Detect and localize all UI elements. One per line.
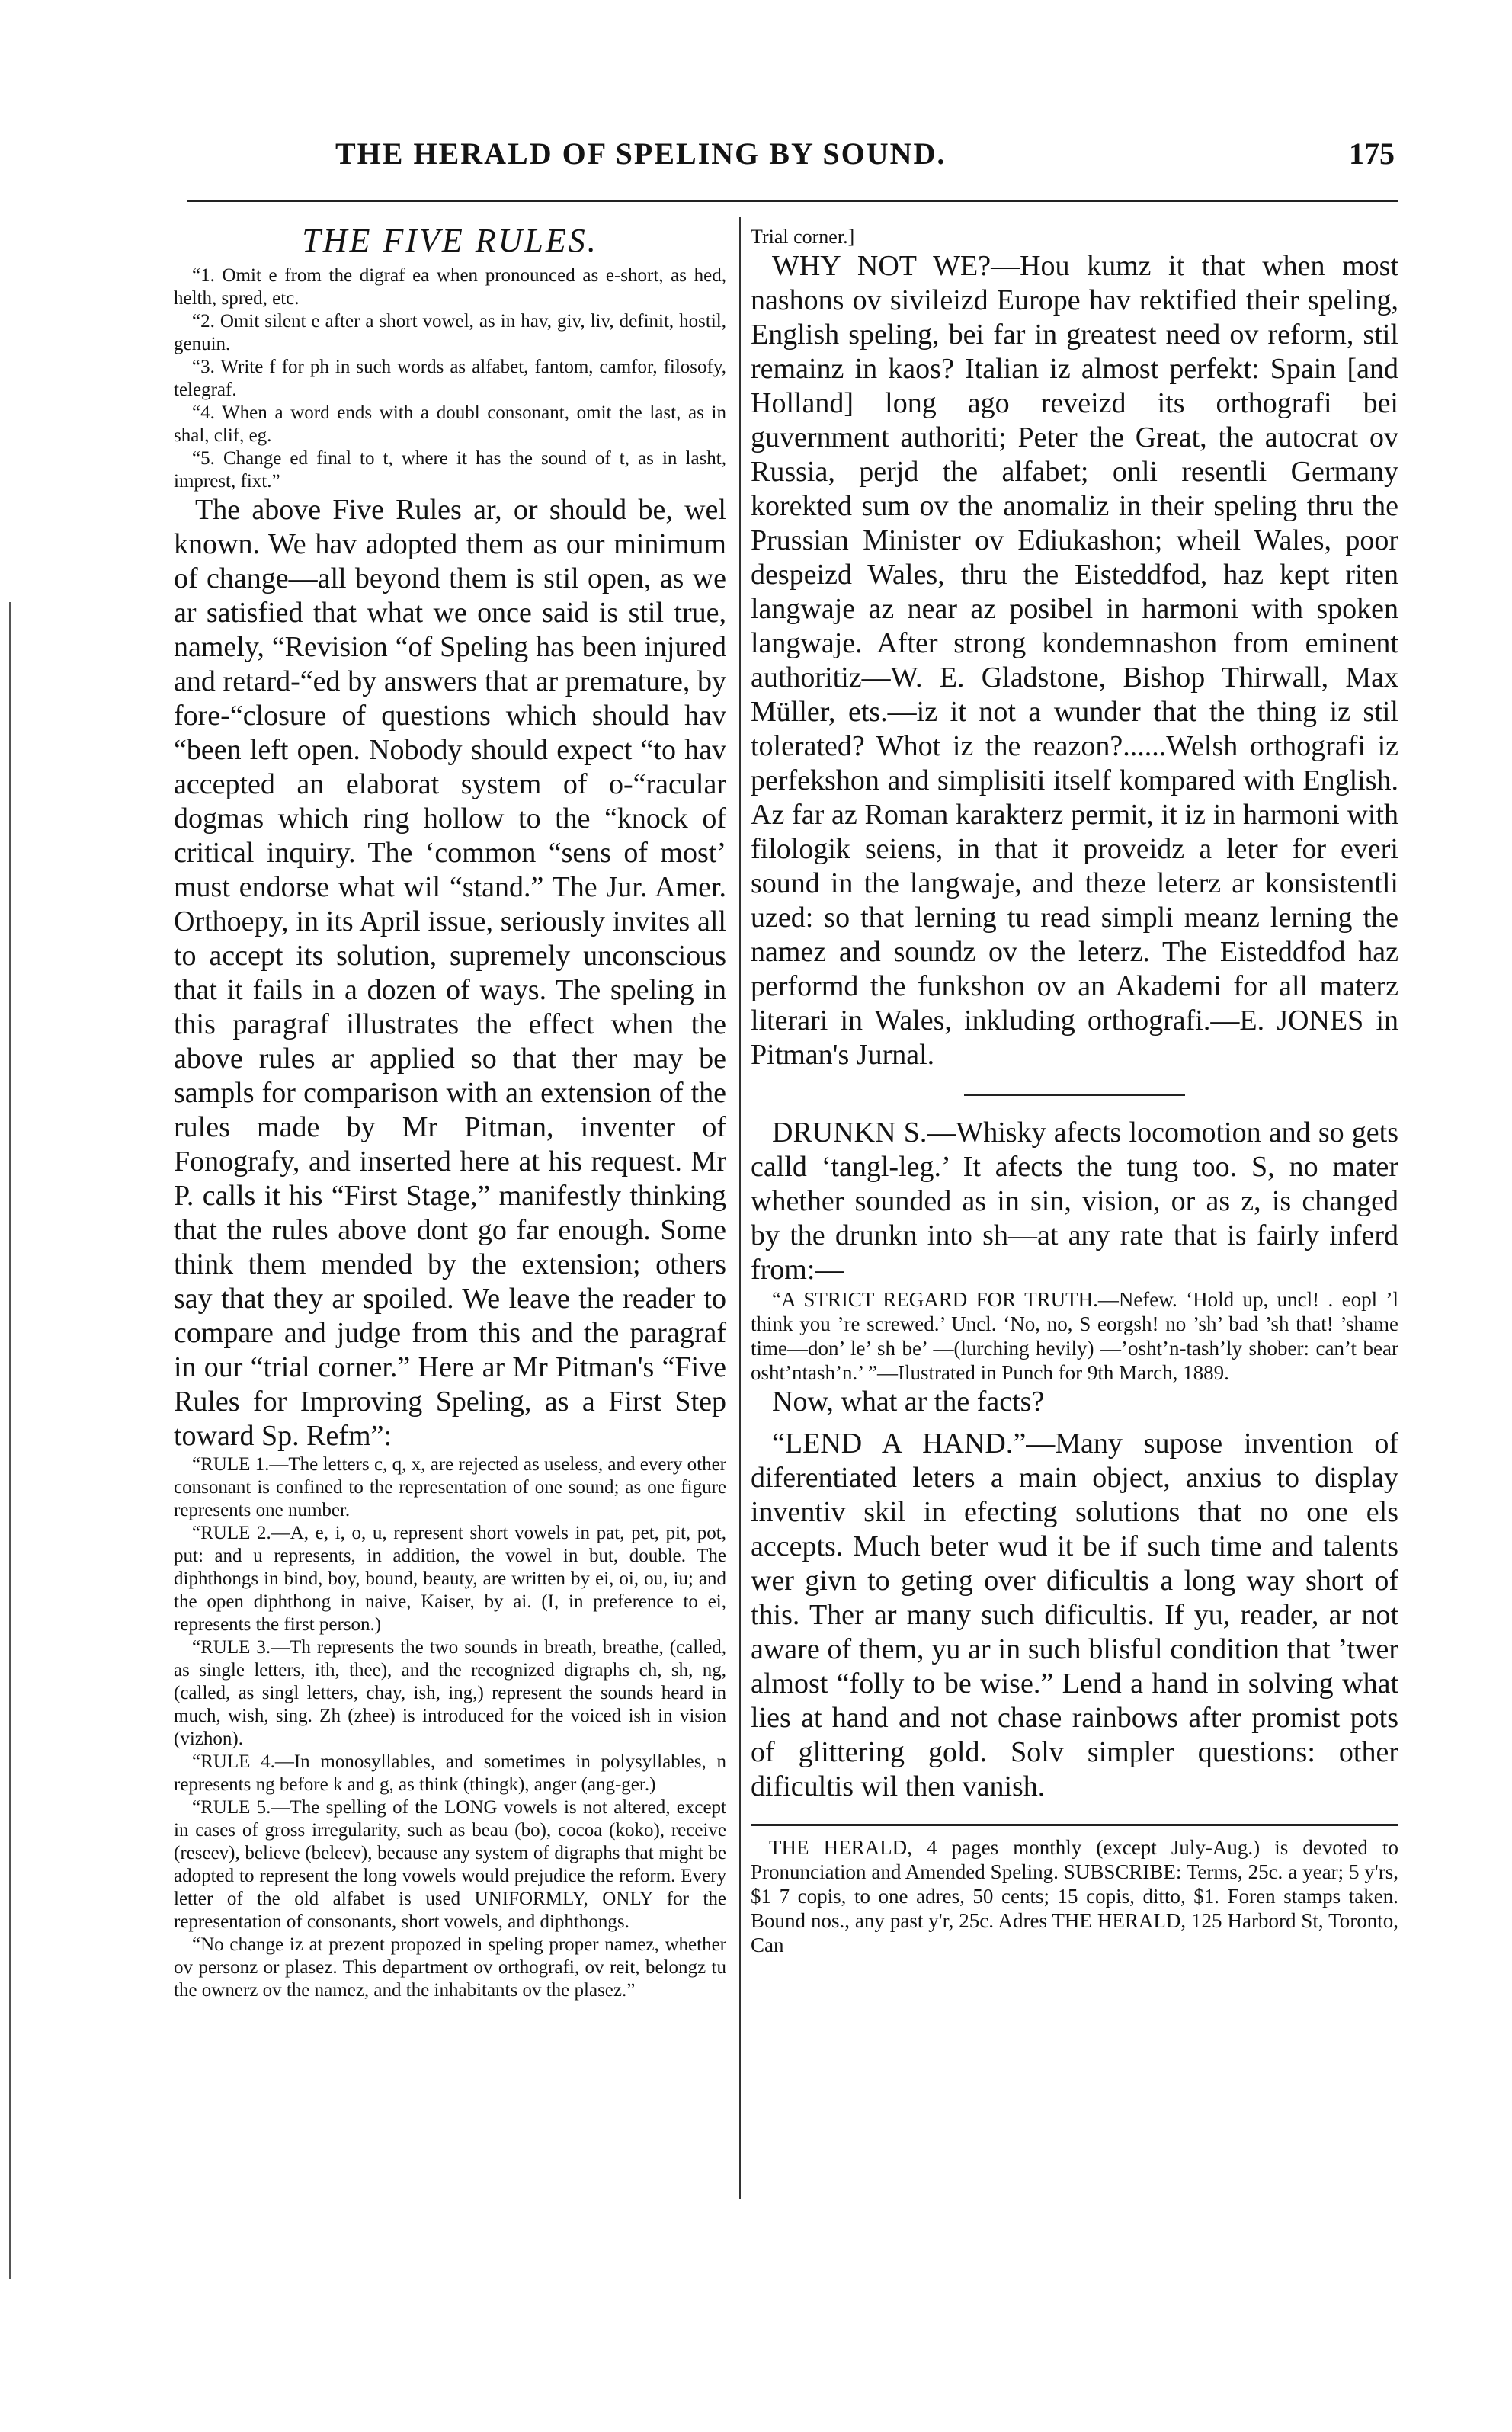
page-title: THE HERALD OF SPELING BY SOUND. bbox=[335, 136, 947, 171]
pitman-rule-4: “RULE 4.—In monosyllables, and sometimes in polysyllables, n represents ng before k and g, as think (thingk), anger (ang-ger.) bbox=[174, 1751, 726, 1795]
page-number: 175 bbox=[1349, 136, 1395, 171]
page-edge-line bbox=[9, 602, 11, 2279]
rule-4: “4. When a word ends with a doubl consonant, omit the last, as in shal, clif, eg. bbox=[174, 402, 726, 446]
pitman-rule-1: “RULE 1.—The letters c, q, x, are rejected as useless, and every other consonant is confined to the representation of one sound; as one figure represents one number. bbox=[174, 1454, 726, 1520]
rule-3: “3. Write f for ph in such words as alfabet, fantom, camfor, filosofy, telegraf. bbox=[174, 357, 726, 400]
publication-info: THE HERALD, 4 pages monthly (except July-Aug.) is devoted to Pronunciation and Amended Speling. SUBSCRIBE: Terms, 25c. a year; 5 y'rs, $1 7 copis, to one adres, 50 cents; 15 copis, ditto, $1. Foren stamps taken. Bound nos., any past y'r, 25c. Adres THE HERALD, 125 Harbord St, Toronto, Can bbox=[751, 1836, 1398, 1956]
pitman-rule-5: “RULE 5.—The spelling of the LONG vowels is not altered, except in cases of gross irregularity, such as beau (bo), cocoa (koko), receive (reseev), believe (beleev), because any system of digraphs that might be adopted to represent the long vowels would prejudice the reform. Every letter of the old alfabet is used UNIFORMLY, ONLY for the representation of consonants, short vowels, and diphthongs. bbox=[174, 1797, 726, 1932]
page-header bbox=[335, 136, 1395, 181]
footer-rule bbox=[751, 1824, 1398, 1826]
five-rules-heading: THE FIVE RULES. bbox=[302, 222, 598, 259]
header-rule bbox=[187, 200, 1398, 202]
section-rule bbox=[964, 1094, 1185, 1096]
trial-corner-note: Trial corner.] bbox=[751, 226, 855, 248]
rule-2: “2. Omit silent e after a short vowel, as in hav, giv, liv, definit, hostil, genuin. bbox=[174, 311, 726, 354]
rule-5: “5. Change ed final to t, where it has the sound of t, as in lasht, imprest, fixt.” bbox=[174, 448, 726, 492]
now-what-line: Now, what ar the facts? bbox=[772, 1386, 1045, 1418]
pitman-rule-3: “RULE 3.—Th represents the two sounds in breath, breathe, (called, as single letters, ith, thee), and the recognized digraphs ch, sh, ng, (called, as singl letters, chay, ish, ing,) represent the sounds heard in much, wish, sing. Zh (zhee) is introduced for the voiced ish in vision (vizhon). bbox=[174, 1637, 726, 1749]
strict-regard-quote: “A STRICT REGARD FOR TRUTH.—Nefew. ‘Hold up, uncl! . eopl ’l think you ’re screwed.’ Uncl. ‘No, no, S eorgsh! no ’sh’ bad ’sh that! ’shame time—don’ le’ sh be’ —(lurching hevily) —’osht’n-tash’ly shober: can’t bear osht’ntash’n.’ ”—Ilustrated in Punch for 9th March, 1889. bbox=[751, 1288, 1398, 1384]
drunkn-s-article: DRUNKN S.—Whisky afects locomotion and so gets calld ‘tangl-leg.’ It afects the tung too. S, no mater whether sounded as in sin, vision, or as z, is changed by the drunkn into sh—at any rate that is fairly inferd from:— bbox=[751, 1117, 1398, 1286]
left-column bbox=[174, 221, 726, 2002]
why-not-we-article: WHY NOT WE?—Hou kumz it that when most nashons ov sivileizd Europe hav rektified their speling, English speling, bei far in greatest need ov reform, stil remainz in kaos? Italian iz almost perfekt: Spain [and Holland] long ago reveizd its orthografi bei guvernment authoriti; Peter the Great, the autocrat ov Russia, perjd the alfabet; onli resentli Germany korekted sum ov the anomaliz in their speling thru the Prussian Minister ov Ediukashon; wheil Wales, poor despeizd Wales, thru the Eisteddfod, haz kept riten langwaje az near az posibel in harmoni with spoken langwaje. After strong kondemnashon from eminent authoritiz—W. E. Gladstone, Bishop Thirwall, Max Müller, ets.—iz it not a wunder that the thing iz stil tolerated? Whot iz the reazon?......Welsh orthografi iz perfekshon and simplisiti itself kompared with English. Az far az Roman karakterz permit, it iz in harmoni with filologik seiens, in that it proveidz a leter for everi sound in the langwaje, and theze leterz ar konsistentli uzed: so that lerning tu read simpli meanz lerning the namez and soundz ov the leterz. The Eisteddfod haz performd the funkshon ov an Akademi for all materz literari in Wales, inkluding orthografi.—E. JONES in Pitman's Jurnal. bbox=[751, 250, 1398, 1071]
rule-1: “1. Omit e from the digraf ea when pronounced as e-short, as hed, helth, spred, etc. bbox=[174, 265, 726, 309]
main-paragraph: The above Five Rules ar, or should be, wel known. We hav adopted them as our minimum of change—all beyond them is stil open, as we ar satisfied that what we once said is stil true, namely, “Revision “of Speling has been injured and retard-“ed by answers that ar premature, by fore-“closure of questions which should hav “been left open. Nobody should expect “to hav accepted an elaborat system of o-“racular dogmas which ring hollow to the “knock of critical inquiry. The ‘common “sens of most’ must endorse what wil “stand.” The Jur. Amer. Orthoepy, in its April issue, seriously invites all to accept its solution, supremely unconscious that it fails in a dozen of ways. The speling in this paragraf illustrates the effect when the above rules ar applied so that ther may be sampls for comparison with an extension of the rules made by Mr Pitman, inventer of Fonografy, and inserted here at his request. Mr P. calls it his “First Stage,” manifestly thinking that the rules above dont go far enough. Some think them mended by the extension; others say that they ar spoiled. We leave the reader to compare and judge from this and the paragraf in our “trial corner.” Here ar Mr Pitman's “Five Rules for Improving Speling, as a First Step toward Sp. Refm”: bbox=[174, 494, 726, 1452]
lend-a-hand-article: “LEND A HAND.”—Many supose invention of diferentiated leters a main object, anxius to display inventiv skil in efecting solutions that no one els accepts. Much beter wud it be if such time and talents wer givn to geting over dificultis a long way short of this. Ther ar many such dificultis. If yu, reader, ar not aware of them, yu ar in such blisful condition that ’twer almost “folly to be wise.” Lend a hand in solving what lies at hand and not chase rainbows after promist pots of glittering gold. Solv simpler questions: other dificultis wil then vanish. bbox=[751, 1427, 1398, 1802]
proper-names-note: “No change iz at prezent propozed in speling proper namez, whether ov personz or plasez. This department ov orthografi, ov reit, belongz tu the ownerz ov the namez, and the inhabitants ov the plasez.” bbox=[174, 1934, 726, 2001]
pitman-rule-2: “RULE 2.—A, e, i, o, u, represent short vowels in pat, pet, pit, pot, put: and u represents, in addition, the vowel in but, double. The diphthongs in bind, boy, bound, beauty, are written by ei, oi, ou, iu; and the open diphthong in naive, Kaiser, by ai. (I, in preference to ei, represents the first person.) bbox=[174, 1523, 726, 1635]
right-column bbox=[751, 225, 1398, 1957]
column-divider bbox=[739, 217, 741, 2199]
